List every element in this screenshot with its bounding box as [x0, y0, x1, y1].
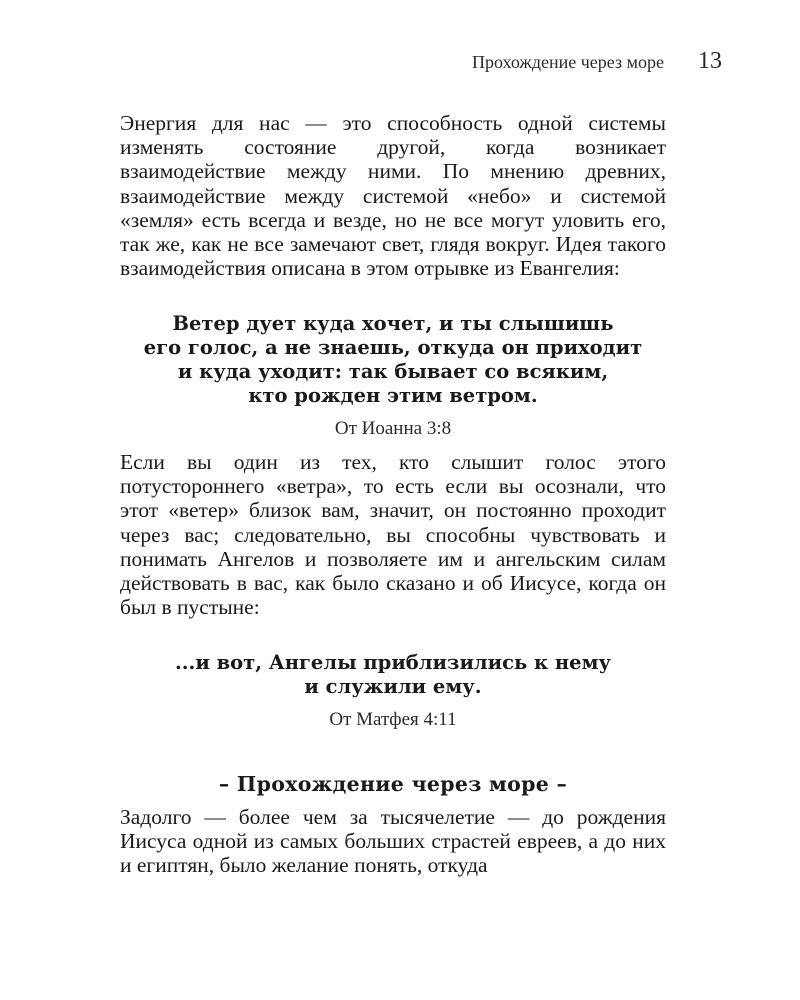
quote-matthew-line-2: и служили ему. — [304, 675, 482, 698]
quote-matthew — [120, 651, 666, 699]
quote-matthew-source: От Матфея 4:11 — [329, 709, 457, 730]
quote-john-line-2: его голос, а не знаешь, откуда он приходит — [143, 336, 643, 359]
paragraph-long-before: Задолго — более чем за тысячелетие — до рождения Иисуса одной из самых больших страстей евреев, а до них и египтян, было желание понять, откуда — [120, 805, 666, 878]
quote-john-line-4: кто рожден этим ветром. — [248, 384, 538, 407]
section-heading: – Прохождение через море – — [218, 772, 568, 796]
quote-john-line-3: и куда уходит: так бывает со всяким, — [177, 360, 609, 383]
quote-john-line-1: Ветер дует куда хочет, и ты слышишь — [172, 312, 614, 335]
page-number: 13 — [698, 48, 722, 74]
running-head: Прохождение через море — [472, 52, 664, 72]
paragraph-energy: Энергия для нас — это способность одной системы изменять состояние другой, когда возникает взаимодействие между ними. По мнению древних, взаимодействие между системой «небо» и системой «земля» есть всегда и везде, но не все могут уловить его, так же, как не все замечают свет, глядя вокруг. Идея такого взаимодействия описана в этом отрывке из Евангелия: — [120, 111, 666, 281]
quote-john — [120, 312, 666, 408]
paragraph-wind: Если вы один из тех, кто слышит голос этого потустороннего «ветра», то есть если вы осознали, что этот «ветер» близок вам, значит, он постоянно проходит через вас; следовательно, вы способны чувствовать и понимать Ангелов и позволяете им и ангельским силам действовать в вас, как было сказано и об Иисусе, когда он был в пустыне: — [120, 450, 666, 620]
quote-john-source: От Иоанна 3:8 — [334, 418, 452, 439]
quote-matthew-line-1: ...и вот, Ангелы приблизились к нему — [174, 651, 611, 674]
